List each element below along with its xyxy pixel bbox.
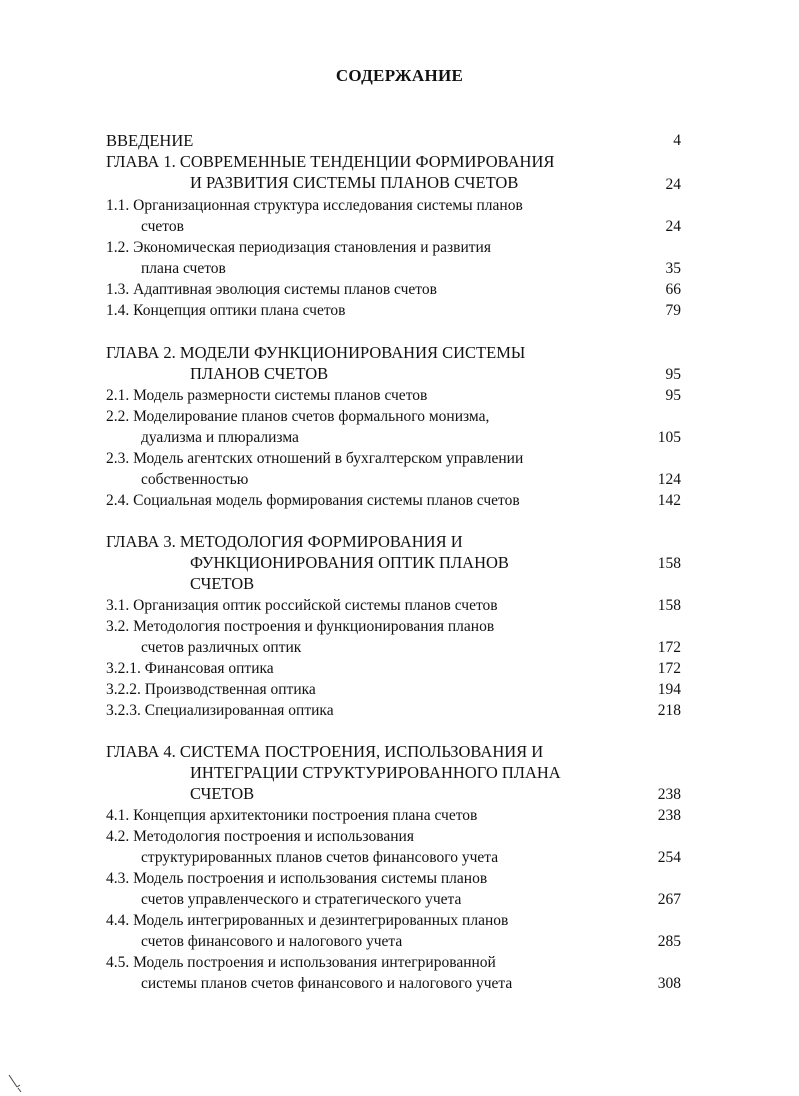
- toc-s2-3-page: 124: [657, 471, 681, 488]
- toc-s4-4-line1: 4.4. Модель интегрированных и дезинтегрированных планов: [106, 912, 509, 929]
- toc-s1-1-page: 24: [665, 218, 681, 235]
- toc-s4-5-line2: системы планов счетов финансового и налогового учета: [141, 975, 513, 992]
- toc-s1-1-line1: 1.1. Организационная структура исследования системы планов: [106, 197, 523, 214]
- toc-s4-1: 4.1. Концепция архитектоники построения плана счетов: [106, 807, 478, 824]
- toc-s3-1-page: 158: [657, 597, 681, 614]
- toc-ch3-title-line1: ГЛАВА 3. МЕТОДОЛОГИЯ ФОРМИРОВАНИЯ И: [106, 532, 463, 551]
- toc-s1-2-page: 35: [665, 260, 681, 277]
- toc-s1-4-page: 79: [665, 302, 681, 319]
- toc-ch4-title-line2: ИНТЕГРАЦИИ СТРУКТУРИРОВАННОГО ПЛАНА: [190, 763, 561, 782]
- toc-ch2-title-line1: ГЛАВА 2. МОДЕЛИ ФУНКЦИОНИРОВАНИЯ СИСТЕМЫ: [106, 343, 526, 362]
- toc-s4-1-page: 238: [657, 807, 681, 824]
- toc-intro-label: ВВЕДЕНИЕ: [106, 131, 194, 150]
- toc-s1-3-page: 66: [665, 281, 681, 298]
- toc-s3-2-2-page: 194: [657, 681, 681, 698]
- toc-ch2-page: 95: [665, 366, 681, 383]
- toc-s4-4-page: 285: [657, 933, 681, 950]
- toc-s2-3-line2: собственностью: [141, 471, 249, 488]
- toc-s4-5-page: 308: [657, 975, 681, 992]
- toc-s4-2-page: 254: [657, 849, 681, 866]
- toc-s2-2-line2: дуализма и плюрализма: [141, 429, 299, 446]
- toc-ch4-title-line3: СЧЕТОВ: [190, 784, 255, 803]
- toc-s3-1: 3.1. Организация оптик российской системы планов счетов: [106, 597, 498, 614]
- toc-s4-3-page: 267: [657, 891, 681, 908]
- toc-s3-2-2: 3.2.2. Производственная оптика: [106, 681, 316, 698]
- scan-mark-icon: [8, 1074, 24, 1094]
- toc-ch3-title-line2: ФУНКЦИОНИРОВАНИЯ ОПТИК ПЛАНОВ: [190, 553, 509, 572]
- toc-s2-1-page: 95: [665, 387, 681, 404]
- toc-s1-2-line2: плана счетов: [141, 260, 226, 277]
- toc-ch1-title-line1: ГЛАВА 1. СОВРЕМЕННЫЕ ТЕНДЕНЦИИ ФОРМИРОВАНИЯ: [106, 152, 555, 171]
- toc-ch2-title-line2: ПЛАНОВ СЧЕТОВ: [190, 364, 329, 383]
- toc-ch4-title-line1: ГЛАВА 4. СИСТЕМА ПОСТРОЕНИЯ, ИСПОЛЬЗОВАНИЯ И: [106, 742, 544, 761]
- toc-s2-4-page: 142: [657, 492, 681, 509]
- toc-s3-2-3-page: 218: [657, 702, 681, 719]
- toc-s3-2-line1: 3.2. Методология построения и функционирования планов: [106, 618, 495, 635]
- toc-ch3-page: 158: [657, 555, 681, 572]
- toc-s3-2-line2: счетов различных оптик: [141, 639, 302, 656]
- toc-s4-5-line1: 4.5. Модель построения и использования интегрированной: [106, 954, 496, 971]
- toc-ch1-page: 24: [665, 176, 681, 193]
- toc-s4-4-line2: счетов финансового и налогового учета: [141, 933, 403, 950]
- toc-s1-1-line2: счетов: [141, 218, 184, 235]
- toc-s4-3-line2: счетов управленческого и стратегического учета: [141, 891, 462, 908]
- toc-s1-4: 1.4. Концепция оптики плана счетов: [106, 302, 346, 319]
- toc-s3-2-page: 172: [657, 639, 681, 656]
- page-title: СОДЕРЖАНИЕ: [335, 66, 464, 85]
- toc-s2-2-page: 105: [657, 429, 681, 446]
- toc-ch3-title-line3: СЧЕТОВ: [190, 574, 255, 593]
- toc-intro-page: 4: [673, 132, 681, 149]
- toc-ch4-page: 238: [657, 786, 681, 803]
- toc-s3-2-1: 3.2.1. Финансовая оптика: [106, 660, 274, 677]
- toc-s4-2-line1: 4.2. Методология построения и использования: [106, 828, 414, 845]
- toc-s1-2-line1: 1.2. Экономическая периодизация становления и развития: [106, 239, 491, 256]
- toc-s2-4: 2.4. Социальная модель формирования системы планов счетов: [106, 492, 520, 509]
- toc-s2-1: 2.1. Модель размерности системы планов счетов: [106, 387, 428, 404]
- toc-s3-2-1-page: 172: [657, 660, 681, 677]
- toc-s2-2-line1: 2.2. Моделирование планов счетов формального монизма,: [106, 408, 490, 425]
- toc-s1-3: 1.3. Адаптивная эволюция системы планов счетов: [106, 281, 437, 298]
- toc-s2-3-line1: 2.3. Модель агентских отношений в бухгалтерском управлении: [106, 450, 524, 467]
- toc-s4-3-line1: 4.3. Модель построения и использования системы планов: [106, 870, 488, 887]
- toc-ch1-title-line2: И РАЗВИТИЯ СИСТЕМЫ ПЛАНОВ СЧЕТОВ: [190, 173, 519, 192]
- toc-s3-2-3: 3.2.3. Специализированная оптика: [106, 702, 334, 719]
- toc-s4-2-line2: структурированных планов счетов финансового учета: [141, 849, 499, 866]
